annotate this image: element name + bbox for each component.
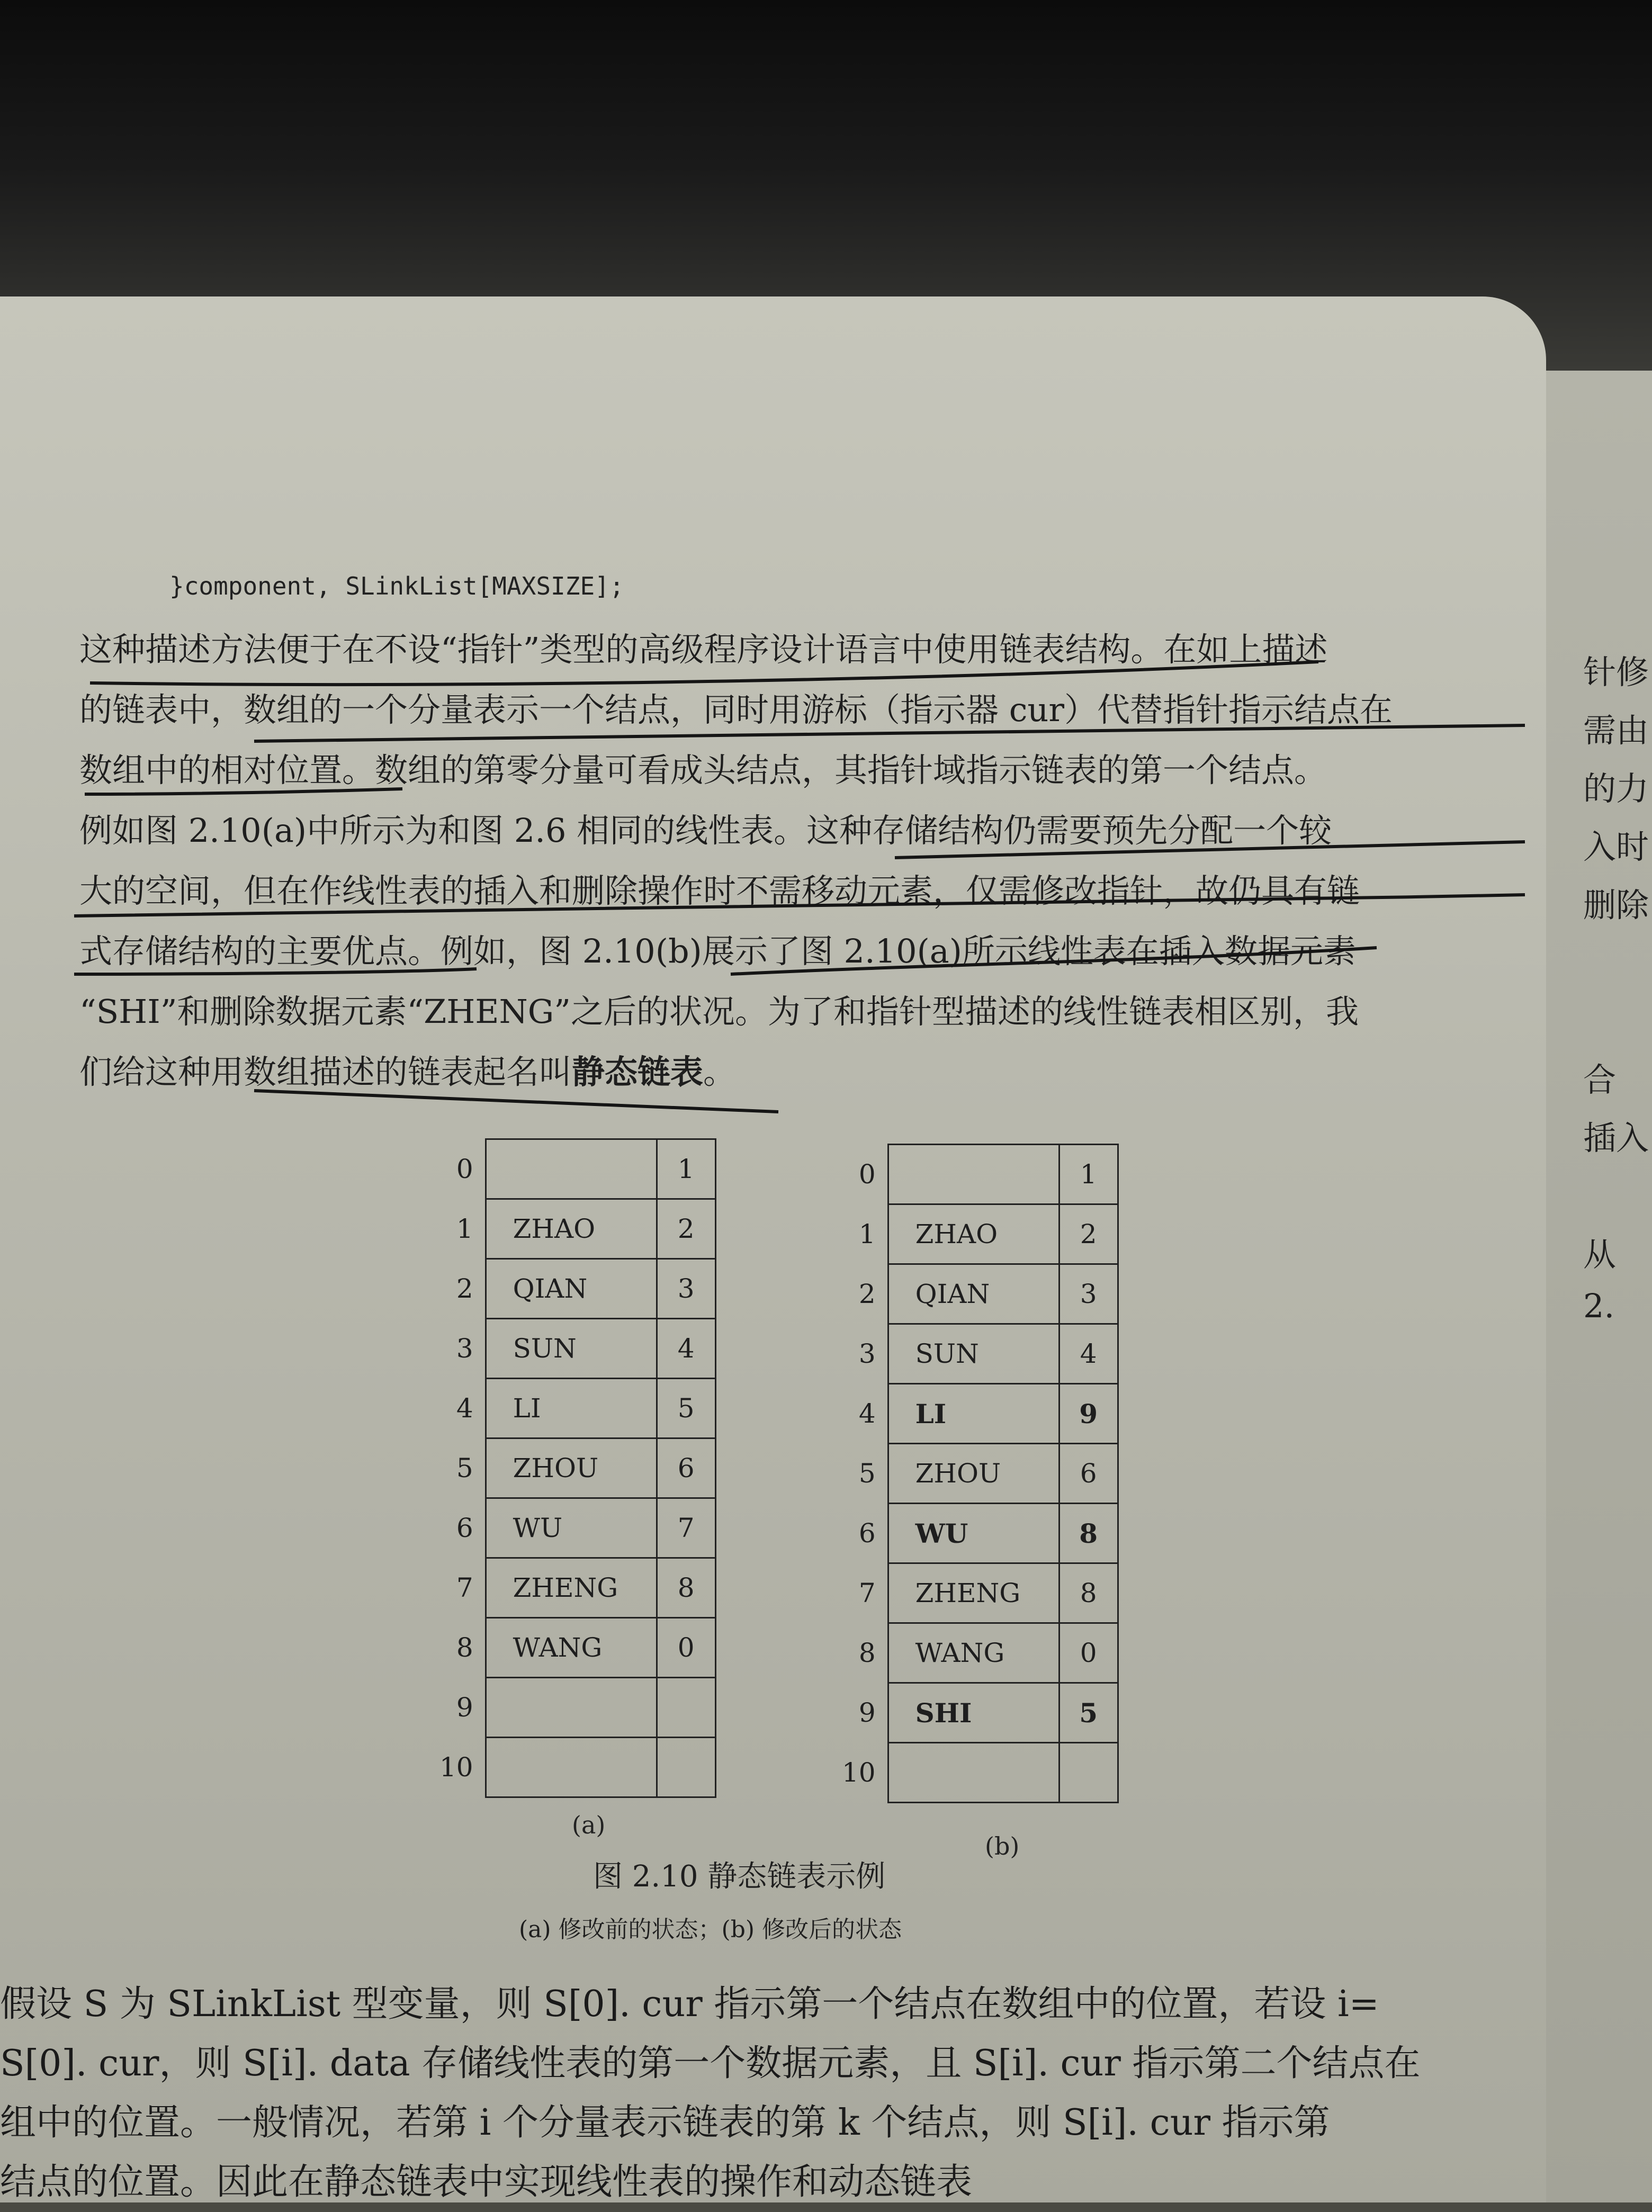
cur-cell: 0 <box>657 1618 715 1678</box>
table-row <box>439 1199 715 1259</box>
side-text: 删除 <box>1583 886 1649 924</box>
cur-cell: 3 <box>1059 1264 1118 1324</box>
row-index: 6 <box>858 1518 876 1549</box>
data-cell: ZHAO <box>888 1204 1059 1264</box>
static-list-table-b <box>842 1144 1119 1803</box>
pen-underline <box>254 1091 778 1112</box>
data-cell: LI <box>486 1379 657 1438</box>
static-list-table-a <box>439 1138 716 1798</box>
cur-cell: 1 <box>1059 1145 1118 1204</box>
pen-underline <box>85 789 402 794</box>
table-row <box>439 1438 715 1498</box>
table-row <box>842 1563 1118 1623</box>
pen-underline <box>74 895 1525 916</box>
table-row <box>439 1618 715 1678</box>
table-b-caption: (b) <box>985 1832 1020 1860</box>
cur-cell: 2 <box>657 1199 715 1259</box>
row-index: 4 <box>456 1393 473 1424</box>
data-cell: LI <box>888 1384 1059 1444</box>
cur-cell <box>1059 1743 1118 1803</box>
table-row <box>439 1678 715 1738</box>
cur-cell: 1 <box>657 1139 715 1199</box>
data-cell: WANG <box>888 1623 1059 1683</box>
pen-underline <box>74 969 477 974</box>
row-index: 6 <box>456 1513 473 1543</box>
row-index: 1 <box>456 1213 473 1244</box>
table-row <box>842 1145 1118 1204</box>
row-index: 2 <box>858 1279 876 1309</box>
paragraph-line: “SHI”和删除数据元素“ZHENG”之后的状况。为了和指针型描述的线性链表相区别，我 <box>79 992 1359 1031</box>
cur-cell: 3 <box>657 1259 715 1319</box>
bottom-paragraph <box>0 1975 1652 2212</box>
bottom-line: 结点的位置。因此在静态链表中实现线性表的操作和动态链表 <box>0 2161 973 2203</box>
side-text: 从 <box>1583 1235 1617 1274</box>
data-cell: ZHENG <box>486 1558 657 1618</box>
table-row <box>842 1204 1118 1264</box>
paragraph-line: 例如图 2.10(a)中所示为和图 2.6 相同的线性表。这种存储结构仍需要预先分配一个较 <box>79 811 1332 850</box>
cur-cell <box>657 1678 715 1738</box>
bottom-line: S[0]. cur，则 S[i]. data 存储线性表的第一个数据元素，且 S[i]. cur 指示第二个结点在 <box>0 2043 1421 2084</box>
data-cell: WU <box>888 1504 1059 1563</box>
data-cell <box>888 1743 1059 1803</box>
table-row <box>439 1259 715 1319</box>
paragraph-line-text: 们给这种用数组描述的链表起名叫 <box>79 1053 572 1091</box>
row-index: 10 <box>842 1757 876 1788</box>
side-text: 合 <box>1583 1060 1617 1099</box>
pen-underline <box>895 842 1525 858</box>
figure-subcaption: (a) 修改前的状态；(b) 修改后的状态 <box>519 1916 902 1943</box>
table-row <box>439 1738 715 1797</box>
row-index: 7 <box>456 1572 473 1603</box>
data-cell <box>486 1139 657 1199</box>
data-cell <box>486 1738 657 1797</box>
row-index: 3 <box>456 1333 473 1364</box>
cur-cell: 5 <box>657 1379 715 1438</box>
bottom-line: 组中的位置。一般情况，若第 i 个分量表示链表的第 k 个结点，则 S[i]. cur 指示第 <box>0 2102 1330 2144</box>
cur-cell: 2 <box>1059 1204 1118 1264</box>
bottom-line: 假设 S 为 SLinkList 型变量，则 S[0]. cur 指示第一个结点在数组中的位置，若设 i= <box>0 1983 1379 2025</box>
figure-caption: 图 2.10 静态链表示例 <box>593 1859 886 1894</box>
data-cell <box>486 1678 657 1738</box>
row-index: 7 <box>858 1578 876 1608</box>
data-cell: ZHENG <box>888 1563 1059 1623</box>
cur-cell: 8 <box>657 1558 715 1618</box>
table-row <box>842 1264 1118 1324</box>
cur-cell: 4 <box>657 1319 715 1379</box>
data-cell: SUN <box>888 1324 1059 1384</box>
cur-cell: 6 <box>1059 1444 1118 1504</box>
data-cell: ZHAO <box>486 1199 657 1259</box>
pen-underline <box>731 948 1377 974</box>
term-static-linked-list: 静态链表 <box>572 1053 704 1091</box>
cur-cell <box>657 1738 715 1797</box>
row-index: 0 <box>456 1154 473 1184</box>
table-row <box>842 1683 1118 1743</box>
cur-cell: 4 <box>1059 1324 1118 1384</box>
data-cell: ZHOU <box>888 1444 1059 1504</box>
table-row <box>439 1558 715 1618</box>
side-text: 针修 <box>1583 653 1649 691</box>
row-index: 1 <box>858 1219 876 1249</box>
paragraph-line: 的链表中，数组的一个分量表示一个结点，同时用游标（指示器 cur）代替指针指示结点在 <box>79 690 1393 729</box>
cur-cell: 8 <box>1059 1504 1118 1563</box>
data-cell <box>888 1145 1059 1204</box>
table-row <box>842 1384 1118 1444</box>
row-index: 10 <box>439 1752 473 1783</box>
data-cell: WU <box>486 1498 657 1558</box>
row-index: 2 <box>456 1273 473 1304</box>
paragraph-line: 式存储结构的主要优点。例如，图 2.10(b)展示了图 2.10(a)所示线性表在插入数据元素 <box>79 932 1356 970</box>
table-a-caption: (a) <box>572 1811 606 1839</box>
row-index: 9 <box>858 1697 876 1728</box>
side-text: 入时 <box>1583 828 1649 866</box>
pen-underline <box>90 662 1318 685</box>
paragraph-line-end: 。 <box>703 1053 737 1091</box>
table-row <box>842 1623 1118 1683</box>
row-index: 8 <box>858 1638 876 1668</box>
paragraph-line: 这种描述方法便于在不设“指针”类型的高级程序设计语言中使用链表结构。在如上描述 <box>79 630 1328 669</box>
row-index: 5 <box>456 1453 473 1483</box>
paragraph-line: 数组中的相对位置。数组的第零分量可看成头结点，其指针域指示链表的第一个结点。 <box>79 751 1327 789</box>
table-row <box>439 1379 715 1438</box>
table-row <box>439 1498 715 1558</box>
cur-cell: 0 <box>1059 1623 1118 1683</box>
pen-underline <box>254 725 1525 741</box>
row-index: 5 <box>858 1458 876 1489</box>
data-cell: ZHOU <box>486 1438 657 1498</box>
data-cell: WANG <box>486 1618 657 1678</box>
row-index: 8 <box>456 1632 473 1663</box>
row-index: 3 <box>858 1338 876 1369</box>
row-index: 4 <box>858 1398 876 1429</box>
paragraph-line: 大的空间，但在作线性表的插入和删除操作时不需移动元素，仅需修改指针，故仍具有链 <box>79 871 1360 910</box>
table-row <box>842 1324 1118 1384</box>
side-text: 插入 <box>1583 1119 1649 1157</box>
table-row <box>439 1139 715 1199</box>
side-text: 需由 <box>1583 711 1649 750</box>
row-index: 9 <box>456 1692 473 1723</box>
side-text: 的力 <box>1583 769 1649 808</box>
cur-cell: 8 <box>1059 1563 1118 1623</box>
data-cell: QIAN <box>888 1264 1059 1324</box>
cur-cell: 6 <box>657 1438 715 1498</box>
cur-cell: 7 <box>657 1498 715 1558</box>
code-line: }component, SLinkList[MAXSIZE]; <box>169 572 624 600</box>
data-cell: SUN <box>486 1319 657 1379</box>
table-row <box>842 1504 1118 1563</box>
cur-cell: 5 <box>1059 1683 1118 1743</box>
row-index: 0 <box>858 1159 876 1190</box>
side-text: 2. <box>1583 1287 1615 1325</box>
table-row <box>439 1319 715 1379</box>
data-cell: SHI <box>888 1683 1059 1743</box>
data-cell: QIAN <box>486 1259 657 1319</box>
table-row <box>842 1743 1118 1803</box>
table-row <box>842 1444 1118 1504</box>
cur-cell: 9 <box>1059 1384 1118 1444</box>
